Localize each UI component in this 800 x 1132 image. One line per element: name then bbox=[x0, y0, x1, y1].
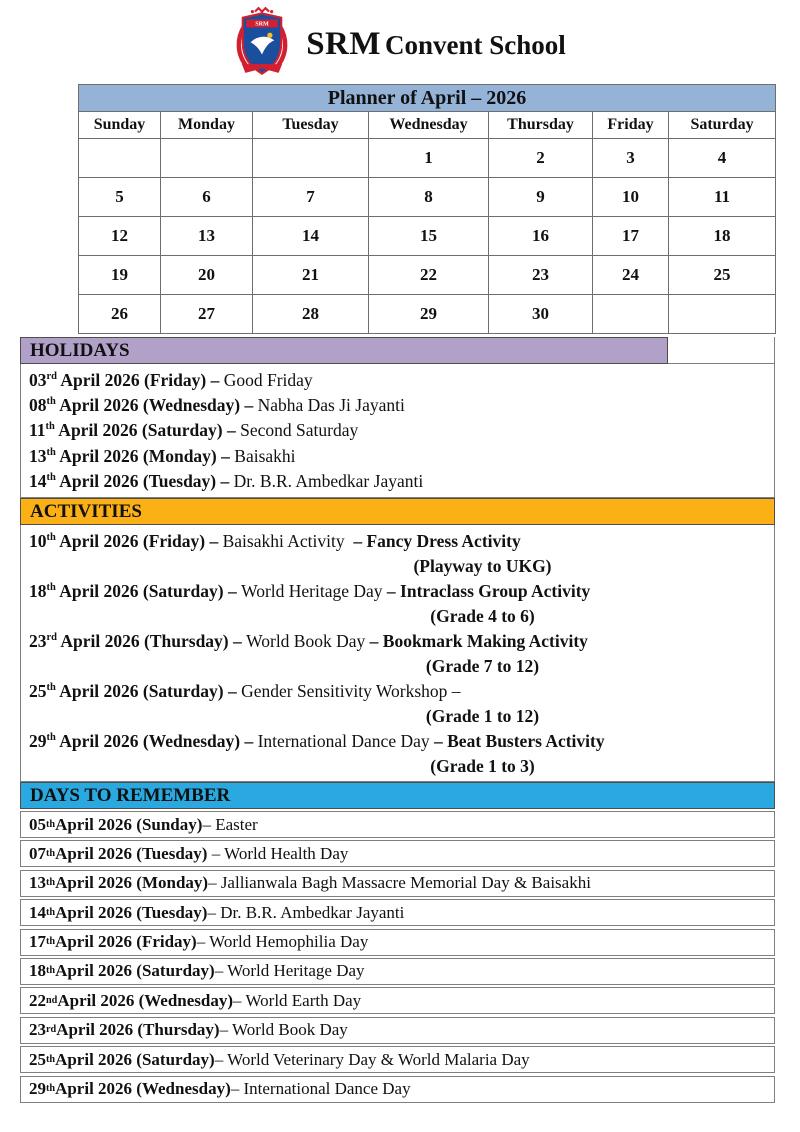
calendar-day-cell: 14 bbox=[253, 217, 369, 256]
activities-header-row bbox=[20, 498, 775, 525]
remember-item: 14 th April 2026 (Tuesday) – Dr. B.R. Ambedkar Jayanti bbox=[20, 899, 775, 926]
activity-item: 29th April 2026 (Wednesday) – International Dance Day – Beat Busters Activity bbox=[29, 731, 605, 752]
calendar-day-cell: 4 bbox=[669, 139, 776, 178]
calendar-empty-cell bbox=[79, 139, 161, 178]
calendar-empty-cell bbox=[669, 295, 776, 334]
day-header-saturday: Saturday bbox=[669, 112, 776, 139]
holidays-section-title: HOLIDAYS bbox=[20, 337, 668, 364]
calendar-empty-cell bbox=[161, 139, 253, 178]
school-crest-logo bbox=[234, 6, 290, 82]
activities-section-title: ACTIVITIES bbox=[20, 498, 775, 525]
activity-item: 25th April 2026 (Saturday) – Gender Sensitivity Workshop – bbox=[29, 681, 461, 702]
calendar-day-cell: 16 bbox=[489, 217, 593, 256]
activity-item: 18th April 2026 (Saturday) – World Heritage Day – Intraclass Group Activity bbox=[29, 581, 591, 602]
remember-item: 18 th April 2026 (Saturday) – World Heritage Day bbox=[20, 958, 775, 985]
school-title bbox=[306, 26, 566, 63]
activity-grade-note: (Grade 1 to 12) bbox=[425, 706, 540, 727]
calendar-week-row bbox=[79, 295, 776, 334]
calendar-day-cell: 20 bbox=[161, 256, 253, 295]
calendar-title: Planner of April – 2026 bbox=[79, 85, 776, 112]
calendar-day-cell: 10 bbox=[593, 178, 669, 217]
calendar-week-row bbox=[79, 139, 776, 178]
day-header-monday: Monday bbox=[161, 112, 253, 139]
calendar-day-cell: 24 bbox=[593, 256, 669, 295]
calendar-day-cell: 13 bbox=[161, 217, 253, 256]
activity-grade-note: (Grade 7 to 12) bbox=[425, 656, 540, 677]
calendar-day-cell: 6 bbox=[161, 178, 253, 217]
calendar-day-cell: 7 bbox=[253, 178, 369, 217]
calendar-day-cell: 30 bbox=[489, 295, 593, 334]
activities-list bbox=[20, 525, 775, 782]
holidays-header-spacer-cell bbox=[668, 337, 775, 364]
calendar-day-cell: 29 bbox=[369, 295, 489, 334]
remember-item: 22 nd April 2026 (Wednesday) – World Earth Day bbox=[20, 987, 775, 1014]
holiday-item: 03rd April 2026 (Friday) – Good Friday bbox=[29, 370, 313, 390]
holiday-item: 14th April 2026 (Tuesday) – Dr. B.R. Ambedkar Jayanti bbox=[29, 470, 424, 491]
calendar-day-cell: 12 bbox=[79, 217, 161, 256]
calendar-day-cell: 21 bbox=[253, 256, 369, 295]
calendar-empty-cell bbox=[593, 295, 669, 334]
school-title-main: SRM bbox=[306, 25, 382, 62]
day-header-thursday: Thursday bbox=[489, 112, 593, 139]
days-to-remember-list bbox=[20, 811, 775, 1103]
day-header-wednesday: Wednesday bbox=[369, 112, 489, 139]
calendar-week-row bbox=[79, 217, 776, 256]
calendar-table bbox=[78, 84, 776, 334]
day-header-tuesday: Tuesday bbox=[253, 112, 369, 139]
calendar-day-cell: 1 bbox=[369, 139, 489, 178]
calendar-day-cell: 3 bbox=[593, 139, 669, 178]
remember-item: 05 th April 2026 (Sunday) – Easter bbox=[20, 811, 775, 838]
holiday-item: 13th April 2026 (Monday) – Baisakhi bbox=[29, 445, 296, 466]
calendar-day-cell: 15 bbox=[369, 217, 489, 256]
day-header-sunday: Sunday bbox=[79, 112, 161, 139]
document-header bbox=[0, 0, 800, 84]
holiday-item: 08th April 2026 (Wednesday) – Nabha Das Ji Jayanti bbox=[29, 395, 405, 416]
remember-item: 29 th April 2026 (Wednesday) – International Dance Day bbox=[20, 1076, 775, 1103]
remember-item: 23 rd April 2026 (Thursday) – World Book Day bbox=[20, 1017, 775, 1044]
remember-item: 07 th April 2026 (Tuesday) – World Health Day bbox=[20, 840, 775, 867]
calendar-empty-cell bbox=[253, 139, 369, 178]
remember-item: 25 th April 2026 (Saturday) – World Veterinary Day & World Malaria Day bbox=[20, 1046, 775, 1073]
activity-grade-note: (Playway to UKG) bbox=[413, 556, 552, 577]
days-to-remember-section-title: DAYS TO REMEMBER bbox=[20, 782, 775, 809]
holiday-item: 11th April 2026 (Saturday) – Second Saturday bbox=[29, 420, 359, 441]
calendar-day-cell: 26 bbox=[79, 295, 161, 334]
calendar-day-cell: 5 bbox=[79, 178, 161, 217]
school-title-rest: Convent School bbox=[385, 29, 566, 60]
calendar-week-row bbox=[79, 178, 776, 217]
logo-text: SRM bbox=[255, 21, 269, 28]
calendar-day-cell: 25 bbox=[669, 256, 776, 295]
calendar-day-cell: 9 bbox=[489, 178, 593, 217]
calendar-day-cell: 18 bbox=[669, 217, 776, 256]
calendar-day-cell: 17 bbox=[593, 217, 669, 256]
holidays-list bbox=[20, 364, 775, 498]
calendar-day-cell: 2 bbox=[489, 139, 593, 178]
activity-item: 23rd April 2026 (Thursday) – World Book Day – Bookmark Making Activity bbox=[29, 631, 588, 652]
day-header-friday: Friday bbox=[593, 112, 669, 139]
calendar-day-header-row bbox=[79, 112, 776, 139]
calendar-day-cell: 27 bbox=[161, 295, 253, 334]
calendar-day-cell: 11 bbox=[669, 178, 776, 217]
calendar-day-cell: 8 bbox=[369, 178, 489, 217]
calendar-title-row bbox=[79, 85, 776, 112]
calendar-day-cell: 19 bbox=[79, 256, 161, 295]
calendar-day-cell: 22 bbox=[369, 256, 489, 295]
holidays-header-row bbox=[20, 337, 775, 364]
calendar-body bbox=[79, 139, 776, 334]
calendar-day-cell: 28 bbox=[253, 295, 369, 334]
sections bbox=[20, 337, 775, 1103]
remember-item: 17 th April 2026 (Friday) – World Hemophilia Day bbox=[20, 929, 775, 956]
calendar-week-row bbox=[79, 256, 776, 295]
calendar-day-cell: 23 bbox=[489, 256, 593, 295]
days-to-remember-header-row bbox=[20, 782, 775, 809]
remember-item: 13 th April 2026 (Monday) – Jallianwala Bagh Massacre Memorial Day & Baisakhi bbox=[20, 870, 775, 897]
activity-grade-note: (Grade 1 to 3) bbox=[430, 756, 535, 777]
activity-item: 10th April 2026 (Friday) – Baisakhi Activity – Fancy Dress Activity bbox=[29, 531, 521, 552]
activity-grade-note: (Grade 4 to 6) bbox=[430, 606, 535, 627]
